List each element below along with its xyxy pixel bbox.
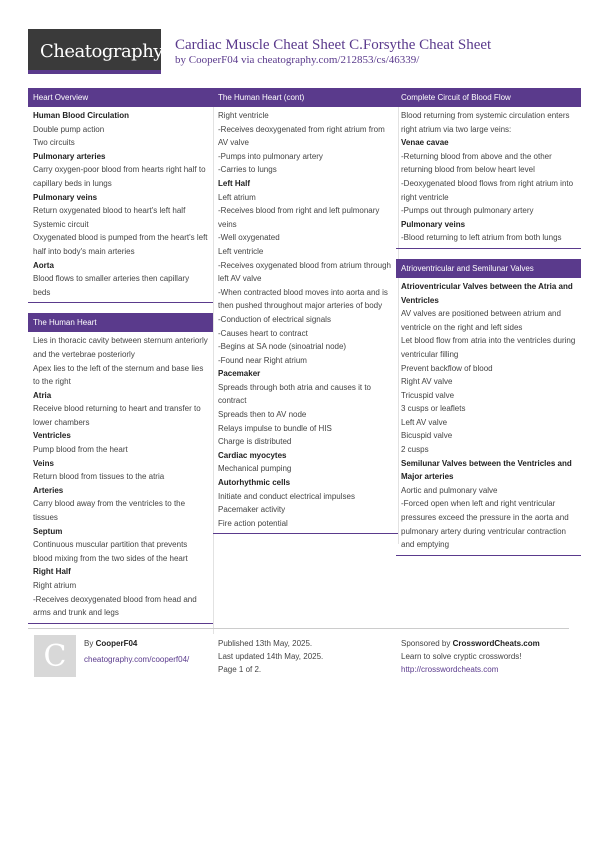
text-line: -Deoxygenated blood flows from right atrium into right ventricle <box>401 178 574 202</box>
text-line: 2 cusps <box>401 445 429 455</box>
text-line: Fire action potential <box>218 518 288 528</box>
text-line: Pump blood from the heart <box>33 445 128 455</box>
section-body <box>28 332 213 623</box>
text-line: Apex lies to the left of the sternum and base lies to the right <box>33 363 204 387</box>
text-line: Left ventricle <box>218 246 264 256</box>
section-body <box>213 107 398 534</box>
text-line: Charge is distributed <box>218 437 292 447</box>
footer-author-name[interactable]: CooperF04 <box>95 639 138 648</box>
text-line: Relays impulse to bundle of HIS <box>218 423 332 433</box>
section-the-human-heart <box>28 313 213 623</box>
footer-sponsor: Sponsored by CrosswordCheats.com Learn to solve cryptic crosswords! http://crosswordcheats.com <box>401 639 540 674</box>
footer-author: By CooperF04 cheatography.com/cooperf04/ <box>84 639 190 664</box>
text-line: Carry blood away from the ventricles to the tissues <box>33 499 186 523</box>
text-line: -Conduction of electrical signals <box>218 314 331 324</box>
text-line: Receive blood returning to heart and transfer to lower chambers <box>33 404 201 427</box>
text-line: Right atrium <box>33 581 77 590</box>
text-line: -Blood returning to left atrium from both lungs <box>401 233 562 243</box>
text-line: Aortic and pulmonary valve <box>401 485 498 495</box>
text-line: Left atrium <box>218 192 256 202</box>
page-title: Cardiac Muscle Cheat Sheet C.Forsythe Cheat Sheet <box>175 37 492 53</box>
section-body <box>28 107 213 303</box>
text-line: Blood flows to smaller arteries then capillary beds <box>33 274 190 297</box>
subheading: Arteries <box>33 485 64 495</box>
author-link[interactable]: CooperF04 <box>188 54 239 66</box>
text-line: Let blood flow from atria into the ventricles during ventricular filling <box>401 336 576 359</box>
text-line: Return oxygenated blood to heart's left half <box>33 206 186 216</box>
text-line: -Forced open when left and right ventricular pressures exceed the pressure in the aorta and pulmonary artery during ventricular contraction and emptying <box>401 499 569 550</box>
section-body <box>396 278 581 556</box>
text-line: -Pumps into pulmonary artery <box>218 151 323 161</box>
column-3 <box>396 88 581 566</box>
logo-text: Cheatography <box>40 41 163 62</box>
text-line: Systemic circuit <box>33 219 89 229</box>
subheading: Septum <box>33 526 63 536</box>
text-line: Right AV valve <box>401 377 453 387</box>
published-date: Published 13th May, 2025. <box>218 639 313 648</box>
text-line: Double pump action <box>33 124 105 134</box>
subheading: Aorta <box>33 260 54 270</box>
sponsor-link[interactable]: http://crosswordcheats.com <box>401 665 499 674</box>
text-line: Continuous muscular partition that prevents blood mixing from the two sides of the heart <box>33 540 188 563</box>
subheading: Venae cavae <box>401 138 449 148</box>
section-header: The Human Heart (cont) <box>213 88 398 107</box>
subheading: Semilunar Valves between the Ventricles and Major arteries <box>401 458 572 482</box>
text-line: -Receives blood from right and left pulmonary veins <box>218 206 380 229</box>
text-line: -Causes heart to contract <box>218 328 308 338</box>
section-heart-overview <box>28 88 213 303</box>
subheading: Atrioventricular Valves between the Atria and Ventricles <box>401 281 573 305</box>
text-line: Right ventricle <box>218 111 269 120</box>
sheet-url-link[interactable]: cheatography.com/212853/cs/46339/ <box>257 54 420 66</box>
subheading: Pacemaker <box>218 369 261 379</box>
text-line: 3 cusps or leaflets <box>401 404 466 414</box>
text-line: -Returning blood from above and the other returning blood from below heart level <box>401 151 552 175</box>
section-header: Complete Circuit of Blood Flow <box>396 88 581 107</box>
subheading: Pulmonary veins <box>33 192 98 202</box>
subheading: Right Half <box>33 567 71 577</box>
avatar[interactable]: C <box>34 635 76 677</box>
text-line: -Well oxygenated <box>218 233 280 243</box>
text-line: Initiate and conduct electrical impulses <box>218 491 355 501</box>
subheading: Veins <box>33 458 54 468</box>
subheading: Pulmonary veins <box>401 219 466 229</box>
text-line: Carry oxygen-poor blood from hearts right half to capillary beds in lungs <box>33 165 206 188</box>
byline: by CooperF04 via cheatography.com/212853/cs/46339/ <box>175 54 420 66</box>
text-line: Return blood from tissues to the atria <box>33 472 165 482</box>
text-line: -Receives deoxygenated blood from head and arms and trunk and legs <box>33 594 197 618</box>
footer-author-link[interactable]: cheatography.com/cooperf04/ <box>84 655 190 664</box>
text-line: Two circuits <box>33 138 75 148</box>
text-line: AV valves are positioned between atrium and ventricle on the right and left sides <box>401 309 561 332</box>
text-line: Lies in thoracic cavity between sternum anteriorly and the vertebrae posteriorly <box>33 336 208 359</box>
text-line: Mechanical pumping <box>218 464 292 474</box>
section-header: The Human Heart <box>28 313 213 332</box>
subheading: Cardiac myocytes <box>218 450 287 460</box>
updated-date: Last updated 14th May, 2025. <box>218 652 324 661</box>
text-line: -Pumps out through pulmonary artery <box>401 206 534 216</box>
text-line: -Found near Right atrium <box>218 355 307 365</box>
footer <box>28 628 569 689</box>
text-line: -Carries to lungs <box>218 165 277 175</box>
text-line: Spreads then to AV node <box>218 410 307 420</box>
text-line: -Receives oxygenated blood from atrium through left AV valve <box>218 260 391 284</box>
footer-dates <box>218 637 323 676</box>
section-valves <box>396 259 581 556</box>
sponsor-tagline: Learn to solve cryptic crosswords! <box>401 652 522 661</box>
column-1 <box>28 88 214 634</box>
section-header: Heart Overview <box>28 88 213 107</box>
subheading: Pulmonary arteries <box>33 151 106 161</box>
subheading: Atria <box>33 390 52 400</box>
text-line: Blood returning from systemic circulation enters right atrium via two large veins: <box>401 111 570 134</box>
page-number: Page 1 of 2. <box>218 665 262 674</box>
column-2 <box>213 88 399 544</box>
sponsor-name[interactable]: CrosswordCheats.com <box>452 639 540 648</box>
text-line: Pacemaker activity <box>218 505 286 515</box>
text-line: -Begins at SA node (sinoatrial node) <box>218 342 347 352</box>
text-line: -When contracted blood moves into aorta and is then pushed throughout major arteries of body <box>218 287 388 311</box>
text-line: Prevent backflow of blood <box>401 363 493 373</box>
subheading: Autorhythmic cells <box>218 478 291 488</box>
subheading: Ventricles <box>33 431 71 441</box>
section-complete-circuit <box>396 88 581 249</box>
text-line: Left AV valve <box>401 417 448 427</box>
text-line: Oxygenated blood is pumped from the heart's left half into body's main arteries <box>33 233 208 256</box>
text-line: Tricuspid valve <box>401 390 455 400</box>
text-line: Spreads through both atria and causes it to contract <box>218 382 371 406</box>
cheatography-logo[interactable] <box>28 29 161 74</box>
section-the-human-heart-cont <box>213 88 398 534</box>
text-line: -Receives deoxygenated from right atrium from AV valve <box>218 124 385 148</box>
text-line: Bicuspid valve <box>401 431 453 441</box>
subheading: Left Half <box>218 178 250 188</box>
section-body <box>396 107 581 249</box>
subheading: Human Blood Circulation <box>33 111 129 120</box>
section-header: Atrioventricular and Semilunar Valves <box>396 259 581 278</box>
